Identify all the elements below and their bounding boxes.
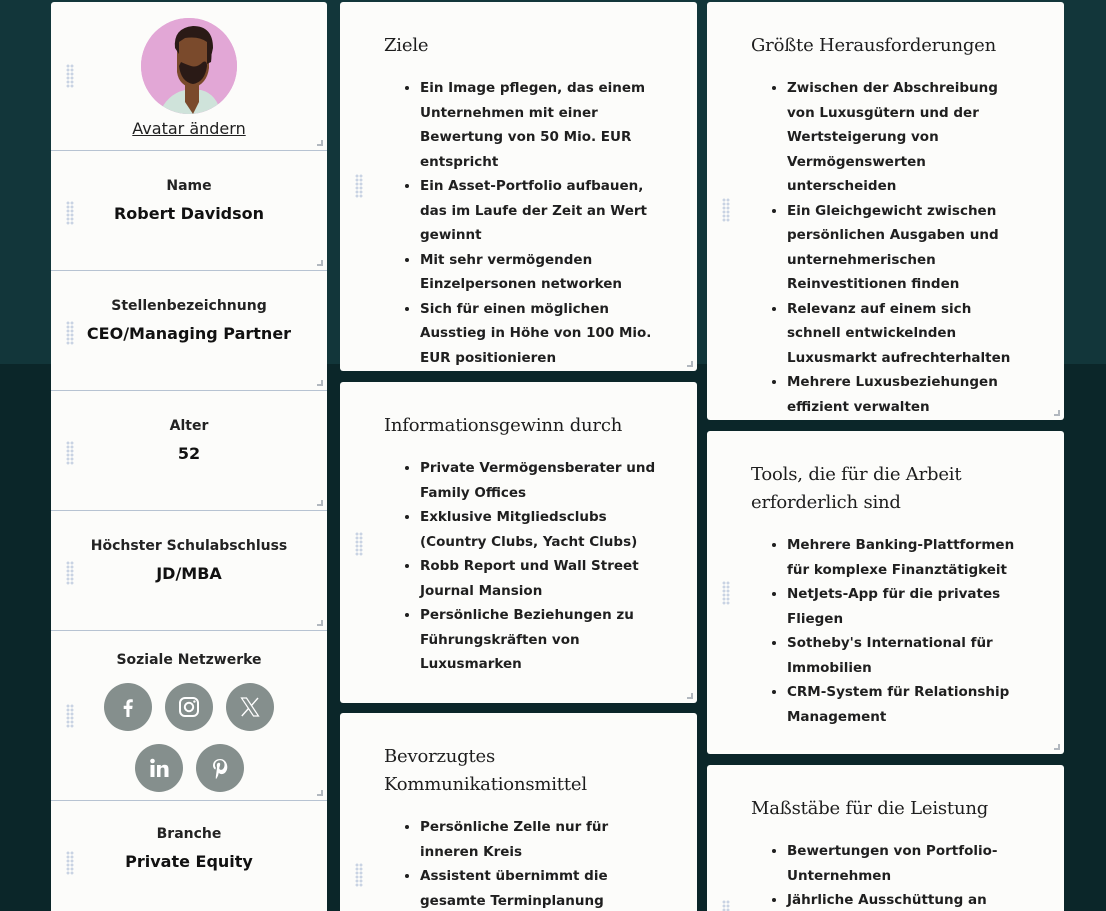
list-item: • Exklusive Mitgliedsclubs (Country Clubs, Yacht Clubs) [420,505,657,554]
list-item: • Mehrere Banking-Plattformen für komplexe Finanztätigkeit [787,533,1024,582]
card-title: Tools, die für die Arbeit erforderlich sind [751,464,962,513]
field-age [51,391,327,511]
list-item: • Relevanz auf einem sich schnell entwickelnden Luxusmarkt aufrechterhalten [787,297,1024,371]
facebook-button[interactable] [104,683,152,731]
avatar-field [51,2,327,151]
field-label: Höchster Schulabschluss [90,538,288,554]
list-item: • Persönliche Beziehungen zu Führungskräften von Luxusmarken [420,603,657,677]
resize-handle-icon[interactable] [687,361,693,367]
card-information-sources [340,382,697,703]
resize-handle-icon[interactable] [317,260,323,266]
field-value[interactable]: 52 [177,444,201,463]
drag-handle-icon[interactable] [66,201,74,225]
field-label: Branche [156,826,222,842]
metrics-list [751,839,1024,911]
field-industry [51,801,327,911]
social-icons [51,683,327,792]
drag-handle-icon[interactable] [355,174,363,198]
list-item: • Private Vermögensberater und Family Offices [420,456,657,505]
communication-list [384,815,657,911]
instagram-icon [177,695,201,719]
field-name [51,151,327,271]
list-item: • Ein Gleichgewicht zwischen persönlichen Ausgaben und unternehmerischen Reinvestitionen finden [787,199,1024,297]
field-value[interactable]: Private Equity [125,852,253,871]
drag-handle-icon[interactable] [355,863,363,887]
drag-handle-icon[interactable] [355,532,363,556]
field-social-networks [51,631,327,801]
avatar [141,18,237,114]
resize-handle-icon[interactable] [317,620,323,626]
x-icon [238,695,262,719]
drag-handle-icon[interactable] [722,581,730,605]
facebook-icon [116,695,140,719]
instagram-button[interactable] [165,683,213,731]
list-item: • CRM-System für Relationship Management [787,680,1024,729]
card-goals [340,2,697,371]
tools-list [751,533,1024,729]
field-value[interactable]: CEO/Managing Partner [86,324,292,343]
challenges-list [751,76,1024,419]
drag-handle-icon[interactable] [66,321,74,345]
field-education [51,511,327,631]
list-item: • Persönliche Zelle nur für inneren Kreis [420,815,657,864]
pinterest-icon [208,756,232,780]
resize-handle-icon[interactable] [317,500,323,506]
list-item: • Mit sehr vermögenden Einzelpersonen networken [420,248,657,297]
field-label: Stellenbezeichnung [111,298,267,314]
card-communication [340,713,697,911]
linkedin-icon [147,756,171,780]
list-item: • Sotheby's International für Immobilien [787,631,1024,680]
list-item: • Bewertungen von Portfolio-Unternehmen [787,839,1024,888]
card-title: Größte Herausforderungen [751,35,997,56]
card-title: Bevorzugtes Kommunikationsmittel [384,746,587,795]
field-value[interactable]: JD/MBA [156,564,222,583]
resize-handle-icon[interactable] [1054,744,1060,750]
list-item: • Mehrere Luxusbeziehungen effizient verwalten [787,370,1024,419]
list-item: • NetJets-App für die privates Fliegen [787,582,1024,631]
x-button[interactable] [226,683,274,731]
field-label: Soziale Netzwerke [116,652,262,668]
list-item: • Robb Report und Wall Street Journal Mansion [420,554,657,603]
list-item: • Ein Asset-Portfolio aufbauen, das im Laufe der Zeit an Wert gewinnt [420,174,657,248]
field-job-title [51,271,327,391]
drag-handle-icon[interactable] [722,900,730,911]
card-title: Informationsgewinn durch [384,415,623,436]
change-avatar-link[interactable]: Avatar ändern [132,119,246,138]
profile-column [51,2,327,911]
drag-handle-icon[interactable] [722,198,730,222]
list-item: • Jährliche Ausschüttung an [787,888,1024,911]
goals-list [384,76,657,370]
list-item: • Assistent übernimmt die gesamte Terminplanung [420,864,657,911]
resize-handle-icon[interactable] [1054,410,1060,416]
resize-handle-icon[interactable] [317,380,323,386]
card-performance-metrics [707,765,1064,911]
pinterest-button[interactable] [196,744,244,792]
card-title: Maßstäbe für die Leistung [751,798,989,819]
drag-handle-icon[interactable] [66,561,74,585]
resize-handle-icon[interactable] [687,693,693,699]
linkedin-button[interactable] [135,744,183,792]
drag-handle-icon[interactable] [66,704,74,728]
drag-handle-icon[interactable] [66,851,74,875]
list-item: • Sich für einen möglichen Ausstieg in Höhe von 100 Mio. EUR positionieren [420,297,657,371]
field-label: Name [166,178,212,194]
drag-handle-icon[interactable] [66,441,74,465]
field-label: Alter [169,418,209,434]
resize-handle-icon[interactable] [317,140,323,146]
card-challenges [707,2,1064,420]
information-list [384,456,657,677]
drag-handle-icon[interactable] [66,64,74,88]
list-item: • Zwischen der Abschreibung von Luxusgütern und der Wertsteigerung von Vermögenswerten unterscheiden [787,76,1024,199]
card-title: Ziele [384,35,429,56]
resize-handle-icon[interactable] [317,790,323,796]
card-tools [707,431,1064,754]
list-item: • Ein Image pflegen, das einem Unternehmen mit einer Bewertung von 50 Mio. EUR entspricht [420,76,657,174]
profile-card [51,2,327,911]
field-value[interactable]: Robert Davidson [113,204,265,223]
